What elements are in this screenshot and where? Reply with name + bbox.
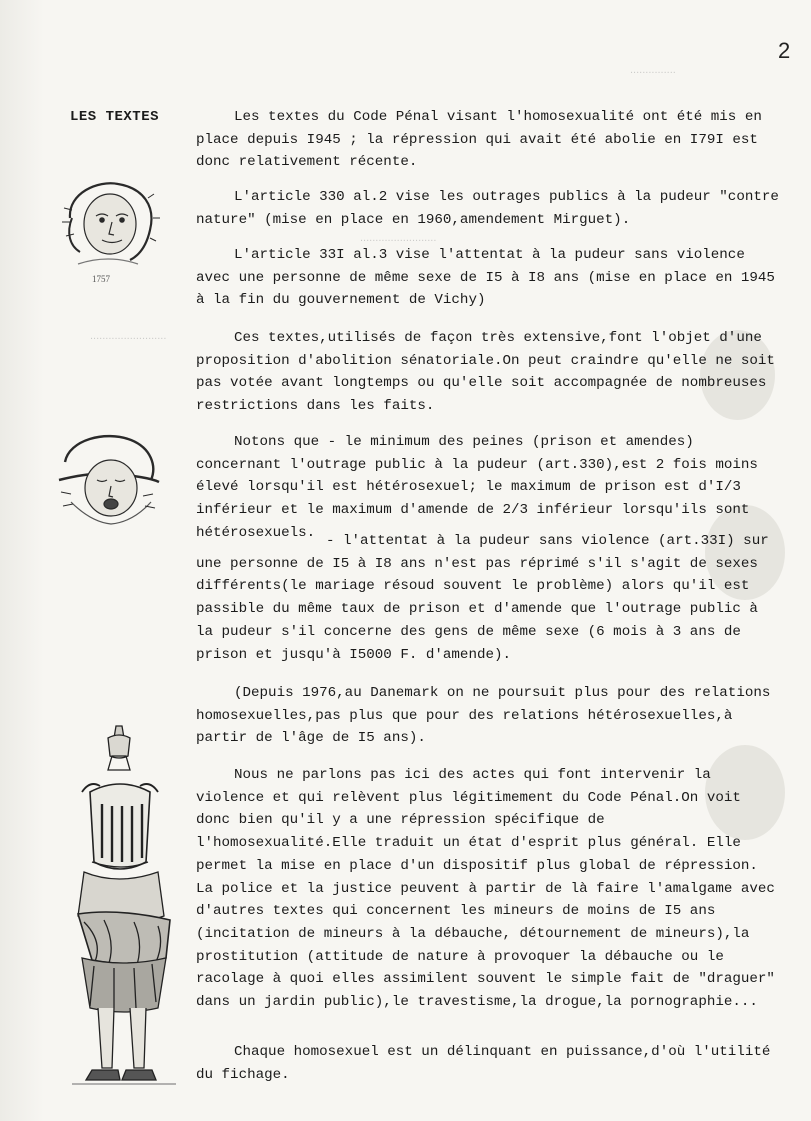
illustration-signature: 1757 [92, 274, 110, 284]
show-through-text: ......................... [360, 232, 437, 244]
face-engraving-2-icon [55, 432, 163, 530]
face-engraving-1-icon [58, 178, 162, 288]
paragraph-penalties: Notons que - le minimum des peines (prison et amendes) concernant l'outrage public à la pudeur (art.330),est 2 fois moins élevé lorsqu'il est hétérosexuel; le maximum de prison est d'I/3 inférieur et le maximum d'amende de 2/3 inférieur lorsqu'ils sont hétérosexuels. [196, 434, 758, 541]
page-number: 2 [778, 38, 791, 63]
paragraph-repression: Nous ne parlons pas ici des actes qui font intervenir la violence et qui relèvent plus légitimement du Code Pénal.On voit donc bien qu'il y a une répression spécifique de l'homosexualité.Elle traduit un état d'esprit plus général. Elle permet la mise en place d'un dispositif plus global de répression. La police et la justice peuvent à partir de là faire l'amalgame avec d'autres textes qui concernent les mineurs de moins de I5 ans (incitation de mineurs à la débauche, détournement de mineurs),la prostitution (attitude de nature à provoquer la débauche ou le racolage à quoi elles assimilent souvent le simple fait de "draguer" dans un jardin public),le travestisme,la drogue,la pornographie... [196, 767, 775, 1011]
urn-figure-engraving-icon [64, 722, 184, 1092]
show-through-text: ............... [630, 64, 676, 76]
show-through-text: ......................... [90, 330, 167, 342]
paragraph-article-330: L'article 330 al.2 vise les outrages publics à la pudeur "contre nature" (mise en place en 1960,amendement Mirguet). [196, 189, 779, 228]
paragraph-abolition-proposal: Ces textes,utilisés de façon très extensive,font l'objet d'une proposition d'abolition sénatoriale.On peut craindre qu'elle ne soit pas votée avant longtemps ou qu'elle soit accompagnée de nombreuses restrictions dans les faits. [196, 330, 775, 415]
paragraph-article-331: L'article 33I al.3 vise l'attentat à la pudeur sans violence avec une personne de même sexe de I5 à I8 ans (mise en place en 1945 à la fin du gouvernement de Vichy) [196, 247, 775, 309]
paragraph-attentat: - l'attentat à la pudeur sans violence (art.33I) sur une personne de I5 à I8 ans n'est pas réprimé s'il s'agit de sexes différents(le mariage résoud souvent le problème) alors qu'il est passible du même taux de prison et d'amende que l'outrage public à la pudeur s'il concerne des gens de même sexe (6 mois à 3 ans de prison et jusqu'à I5000 F. d'amende). [196, 533, 769, 663]
paragraph-intro: Les textes du Code Pénal visant l'homosexualité ont été mis en place depuis I945 ; la répression qui avait été abolie en I79I est donc relativement récente. [196, 109, 762, 171]
paragraph-fichage: Chaque homosexuel est un délinquant en puissance,d'où l'utilité du fichage. [196, 1044, 771, 1083]
page-edge [0, 0, 44, 1121]
paragraph-danemark: (Depuis 1976,au Danemark on ne poursuit plus pour des relations homosexuelles,pas plus que pour des relations hétérosexuelles,à partir de l'âge de I5 ans). [196, 685, 771, 747]
section-label: LES TEXTES [70, 109, 160, 125]
